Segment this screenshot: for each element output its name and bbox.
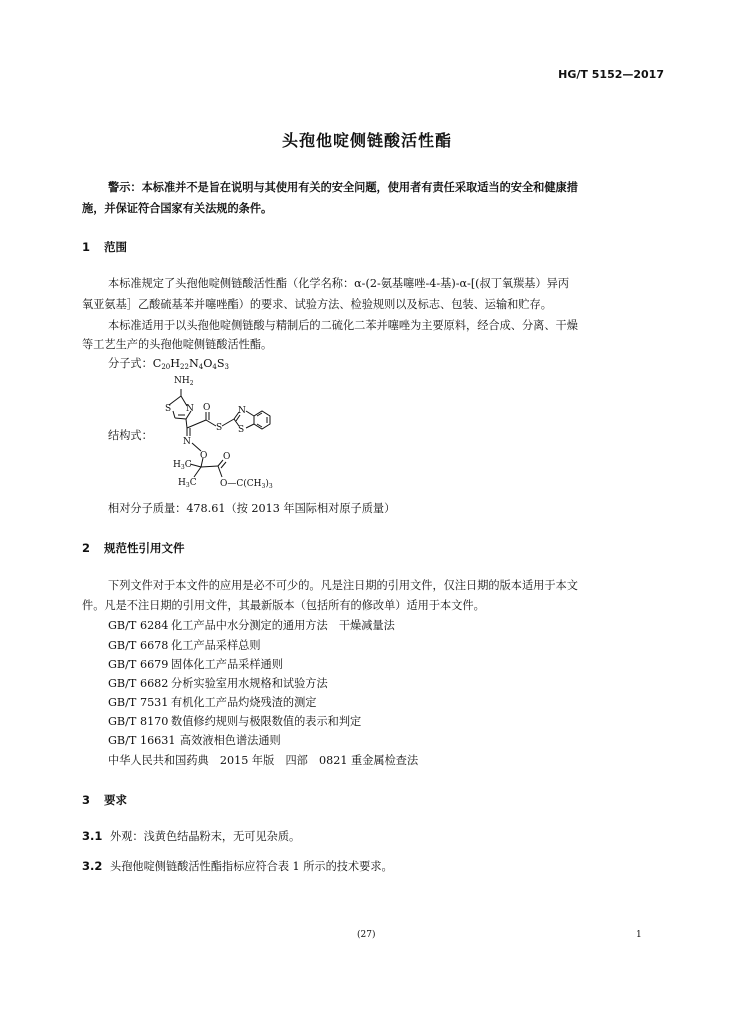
section-3-title: 要求: [104, 793, 127, 807]
reference-code: GB/T 16631: [108, 734, 176, 747]
section-1-title: 范围: [104, 240, 127, 254]
benzothiazole-s-label: S: [238, 425, 245, 435]
oxime-o-label: O: [200, 451, 208, 461]
section-3-number: 3: [82, 793, 91, 807]
structural-formula-diagram: [150, 372, 300, 497]
standard-code: HG/T 5152—2017: [558, 68, 664, 81]
reference-code: GB/T 6679: [108, 658, 169, 671]
scope-para-1-line-1: 本标准规定了头孢他啶侧链酸活性酯（化学名称：α-(2-氨基噻唑-4-基)-α-[(叔丁氧羰基）异丙: [108, 277, 570, 290]
scope-para-2-line-2: 等工艺生产的头孢他啶侧链酸活性酯。: [82, 338, 273, 351]
tert-butyl-label: $O—C(CH_3)_3$: [220, 479, 273, 490]
reference-title: 数值修约规则与极限数值的表示和判定: [171, 715, 362, 728]
reference-code: GB/T 6682: [108, 677, 169, 690]
reference-title: 高效液相色谱法通则: [180, 734, 281, 747]
molecular-formula: 分子式：$C_{20}H_{22}N_4O_4S_3$: [108, 357, 229, 371]
section-2-title: 规范性引用文件: [104, 541, 185, 555]
reference-item: [108, 694, 316, 710]
reference-title: 化工产品采样总则: [171, 639, 261, 652]
requirement-3-1-number: 3.1: [82, 829, 103, 843]
reference-code: GB/T 6284: [108, 619, 169, 632]
warning-line-1: 警示：本标准并不是旨在说明与其使用有关的安全问题，使用者有责任采取适当的安全和健康措: [108, 181, 578, 194]
references-intro-line-2: 件。凡是不注日期的引用文件，其最新版本（包括所有的修改单）适用于本文件。: [82, 599, 485, 612]
oxime-n-label: N: [183, 437, 191, 447]
page-number-right: 1: [636, 930, 642, 940]
structure-label: 结构式：: [108, 429, 153, 442]
reference-title: 分析实验室用水规格和试验方法: [171, 677, 328, 690]
requirement-3-2-text: 头孢他啶侧链酸活性酯指标应符合表 1 所示的技术要求。: [110, 860, 393, 873]
section-2-number: 2: [82, 541, 91, 555]
reference-item: [108, 732, 281, 748]
section-1-number: 1: [82, 240, 91, 254]
page-number-center: (27): [357, 930, 376, 940]
reference-code: GB/T 7531: [108, 696, 169, 709]
reference-title: 化工产品中水分测定的通用方法 干燥减量法: [171, 619, 395, 632]
reference-item: [108, 637, 261, 653]
section-2-heading: [82, 540, 185, 556]
reference-item: [108, 617, 395, 633]
methyl-bottom-label: $H_3C$: [178, 478, 197, 489]
nh2-label: $NH_2$: [174, 376, 194, 387]
requirement-3-2-number: 3.2: [82, 859, 103, 873]
thiazole-n-label: N: [186, 404, 194, 414]
section-1-heading: [82, 239, 127, 255]
reference-title: 有机化工产品灼烧残渣的测定: [171, 696, 317, 709]
ester-carbonyl-o-label: O: [223, 452, 231, 462]
references-intro-line-1: 下列文件对于本文件的应用是必不可少的。凡是注日期的引用文件，仅注日期的版本适用于本文: [108, 579, 578, 592]
reference-pharmacopoeia: 中华人民共和国药典 2015 年版 四部 0821 重金属检查法: [108, 754, 419, 767]
section-3-heading: [82, 792, 127, 808]
scope-para-1-line-2: 氧亚氨基］乙酸硫基苯并噻唑酯）的要求、试验方法、检验规则以及标志、包装、运输和贮存。: [82, 298, 552, 311]
document-title: 头孢他啶侧链酸活性酯: [281, 131, 452, 150]
requirement-3-1-text: 外观：浅黄色结晶粉末，无可见杂质。: [110, 830, 301, 843]
reference-item: [108, 656, 283, 672]
reference-title: 固体化工产品采样通则: [171, 658, 283, 671]
formula-label: 分子式：: [108, 357, 153, 370]
formula-c: C: [152, 357, 162, 370]
warning-line-2: 施，并保证符合国家有关法规的条件。: [82, 202, 273, 215]
requirement-3-2: [82, 858, 393, 874]
requirement-3-1: [82, 828, 300, 844]
methyl-top-label: $H_3C$: [173, 460, 192, 471]
benzothiazole-n-label: N: [238, 406, 246, 416]
molecular-mass: 相对分子质量：478.61（按 2013 年国际相对原子质量）: [108, 502, 396, 515]
thiazole-s-label: S: [165, 404, 172, 414]
reference-item: [108, 675, 328, 691]
thioester-s-label: S: [216, 423, 223, 433]
reference-item: [108, 713, 361, 729]
carbonyl-o-label: O: [203, 403, 211, 413]
scope-para-2-line-1: 本标准适用于以头孢他啶侧链酸与精制后的二硫化二苯并噻唑为主要原料，经合成、分离、干燥: [108, 319, 578, 332]
reference-code: GB/T 8170: [108, 715, 169, 728]
reference-code: GB/T 6678: [108, 639, 169, 652]
